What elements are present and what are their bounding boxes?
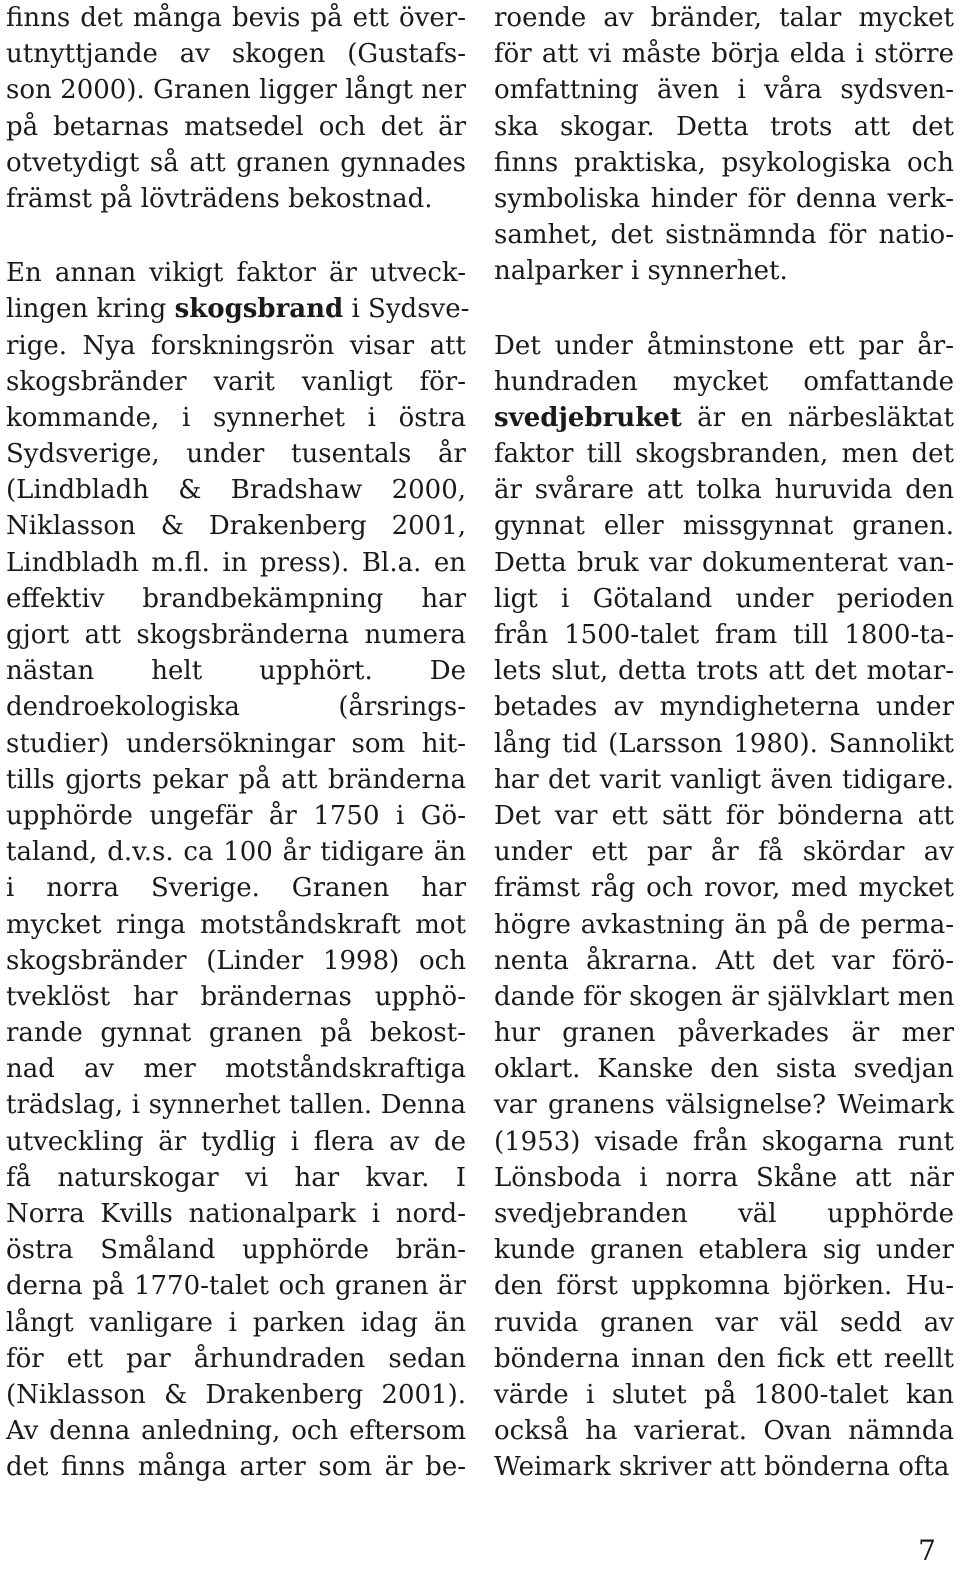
text-line: den först uppkomna björken. Hu- [494, 1271, 954, 1302]
text-line: mycket ringa motståndskraft mot [6, 909, 466, 940]
text-line: Detta bruk var dokumenterat van- [494, 547, 954, 578]
text-line: det finns många arter som är be- [6, 1452, 466, 1483]
text-line: var granens välsignelse? Weimark [494, 1090, 954, 1121]
text-line: finns praktiska, psykologiska och [494, 147, 954, 178]
text-line: få naturskogar vi har kvar. I [6, 1162, 466, 1193]
text-line: utnyttjande av skogen (Gustafs- [6, 39, 466, 70]
text-line: Norra Kvills nationalpark i nord- [6, 1199, 466, 1229]
text-line: betades av myndigheterna under [494, 692, 954, 723]
text-line: oklart. Kanske den sista svedjan [494, 1054, 954, 1085]
text-line: för att vi måste börja elda i större [494, 39, 954, 70]
text-line: effektiv brandbekämpning har [6, 583, 466, 614]
text-line: taland, d.v.s. ca 100 år tidigare än [6, 837, 466, 868]
text-line: svedjebruket är en närbesläktat [494, 402, 954, 433]
text-line: son 2000). Granen ligger långt ner [6, 75, 466, 106]
text-line: omfattning även i våra sydsven- [494, 75, 954, 106]
right-text-column [494, 0, 954, 1486]
text-line: En annan vikigt faktor är utveck- [6, 258, 466, 289]
text-line: under ett par år få skördar av [494, 837, 954, 868]
text-line: lets slut, detta trots att det motar- [494, 656, 954, 687]
text-line: från 1500-talet fram till 1800-ta- [494, 620, 954, 650]
text-line: finns det många bevis på ett över- [6, 3, 466, 33]
text-line: också ha varierat. Ovan nämnda [494, 1416, 954, 1447]
text-line: högre avkastning än på de perma- [494, 909, 954, 940]
text-line: rande gynnat granen på bekost- [6, 1018, 466, 1049]
text-line: svedjebranden väl upphörde [494, 1199, 954, 1229]
paragraph-gap [494, 290, 954, 328]
text-line: ska skogar. Detta trots att det [494, 111, 954, 142]
paragraph-gap [6, 217, 466, 255]
text-line: lingen kring skogsbrand i Sydsve- [6, 294, 470, 325]
left-text-column [6, 0, 470, 1486]
text-line: derna på 1770-talet och granen är [6, 1271, 466, 1302]
text-line: nad av mer motståndskraftiga [6, 1054, 466, 1085]
text-line: symboliska hinder för denna verk- [494, 183, 954, 214]
text-line: studier) undersökningar som hit- [6, 728, 466, 759]
text-line: dande för skogen är självklart men [494, 981, 955, 1012]
text-line: östra Småland upphörde brän- [6, 1235, 466, 1266]
text-line: skogsbränder (Linder 1998) och [6, 945, 466, 976]
text-line: nästan helt upphört. De [6, 656, 466, 687]
text-line: Det var ett sätt för bönderna att [494, 800, 954, 831]
text-line: Det under åtminstone ett par år- [494, 330, 954, 361]
text-line: trädslag, i synnerhet tallen. Denna [6, 1090, 466, 1121]
text-line: utveckling är tydlig i flera av de [6, 1126, 466, 1157]
text-line: gjort att skogsbränderna numera [6, 620, 466, 650]
text-line: värde i slutet på 1800-talet kan [494, 1379, 954, 1410]
text-line: (1953) visade från skogarna runt [494, 1126, 954, 1157]
text-line: (Niklasson & Drakenberg 2001). [6, 1379, 466, 1410]
text-line: faktor till skogsbranden, men det [494, 439, 954, 470]
text-line: främst på lövträdens bekostnad. [6, 183, 433, 214]
text-line: nalparker i synnerhet. [494, 256, 788, 287]
text-line: roende av bränder, talar mycket [494, 3, 954, 33]
text-line: otvetydigt så att granen gynnades [6, 147, 466, 178]
text-line: i norra Sverige. Granen har [6, 873, 466, 904]
text-line: bönderna innan den fick ett reellt [494, 1343, 954, 1374]
text-line: främst råg och rovor, med mycket [494, 873, 954, 904]
text-line: samhet, det sistnämnda för natio- [494, 220, 954, 251]
text-line: kommande, i synnerhet i östra [6, 402, 466, 433]
text-line: har det varit vanligt även tidigare. [494, 764, 954, 795]
text-line: Sydsverige, under tusentals år [6, 439, 466, 470]
bold-term: skogsbrand [174, 294, 344, 325]
text-line: ruvida granen var väl sedd av [494, 1307, 954, 1338]
text-line: rige. Nya forskningsrön visar att [6, 330, 466, 361]
text-line: upphörde ungefär år 1750 i Gö- [6, 800, 466, 831]
text-line: långt vanligare i parken idag än [6, 1307, 466, 1338]
text-line: nenta åkrarna. Att det var förö- [494, 945, 954, 976]
text-line: hundraden mycket omfattande [494, 366, 954, 397]
text-line: lång tid (Larsson 1980). Sannolikt [494, 728, 954, 759]
text-line: tills gjorts pekar på att bränderna [6, 764, 466, 795]
text-line: gynnat eller missgynnat granen. [494, 511, 954, 542]
text-line: på betarnas matsedel och det är [6, 111, 466, 142]
text-line: (Lindbladh & Bradshaw 2000, [6, 475, 466, 506]
text-line: dendroekologiska (årsrings- [6, 692, 466, 723]
text-line: tveklöst har brändernas upphö- [6, 981, 466, 1012]
text-line: Av denna anledning, och eftersom [6, 1416, 466, 1447]
text-line: Weimark skriver att bönderna ofta [494, 1452, 950, 1483]
text-line: ligt i Götaland under perioden [494, 583, 954, 614]
text-line: Lindbladh m.fl. in press). Bl.a. en [6, 547, 466, 578]
text-line: för ett par århundraden sedan [6, 1343, 466, 1374]
bold-term: svedjebruket [494, 402, 682, 433]
text-line: Niklasson & Drakenberg 2001, [6, 511, 466, 542]
text-line: Lönsboda i norra Skåne att när [494, 1162, 954, 1193]
text-line: kunde granen etablera sig under [494, 1235, 954, 1266]
text-line: hur granen påverkades är mer [494, 1018, 954, 1049]
text-line: skogsbränder varit vanligt för- [6, 366, 466, 397]
text-line: är svårare att tolka huruvida den [494, 475, 954, 506]
page-number: 7 [918, 1534, 936, 1567]
